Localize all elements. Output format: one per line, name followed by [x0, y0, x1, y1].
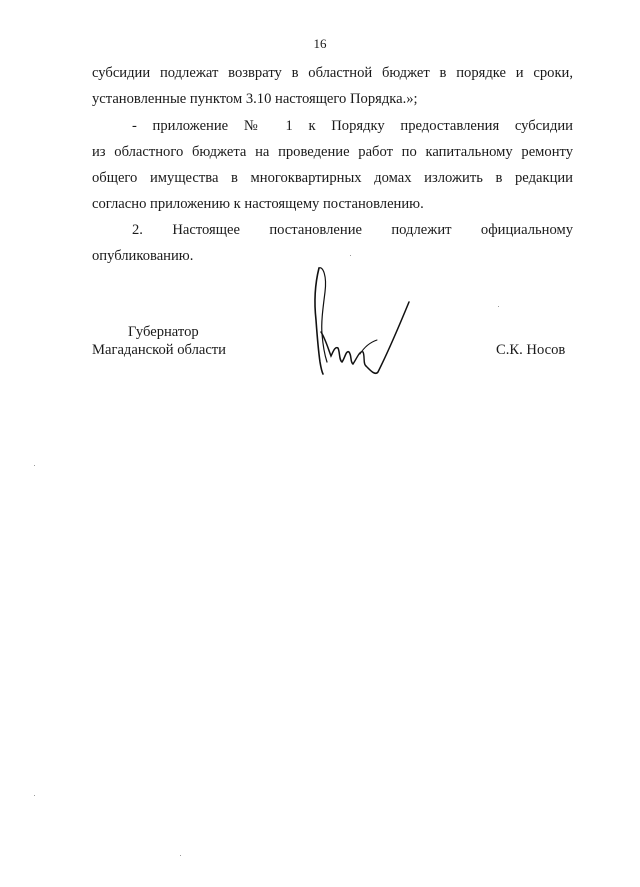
signatory-position: Губернатор	[128, 324, 199, 340]
handwritten-signature	[305, 262, 420, 380]
scan-speck	[34, 465, 35, 466]
text-line: субсидии подлежат возврату в областной бюджет в порядке и сроки,	[92, 65, 573, 81]
text-line: общего имущества в многоквартирных домах изложить в редакции	[92, 170, 573, 186]
signatory-region: Магаданской области	[92, 342, 226, 358]
scan-speck	[498, 306, 499, 307]
text-line: опубликованию.	[92, 248, 194, 264]
scan-speck	[180, 855, 181, 856]
text-line: согласно приложению к настоящему постановлению.	[92, 196, 424, 212]
scan-speck	[34, 795, 35, 796]
text-line: 2. Настоящее постановление подлежит официальному	[132, 222, 573, 238]
signatory-title	[92, 323, 226, 359]
paragraph-1	[92, 60, 573, 112]
signatory-name: С.К. Носов	[496, 342, 566, 358]
page-number: 16	[313, 36, 327, 51]
text-line: из областного бюджета на проведение работ по капитальному ремонту	[92, 144, 573, 160]
text-line: установленные пунктом 3.10 настоящего Порядка.»;	[92, 91, 418, 107]
paragraph-2	[92, 113, 573, 217]
text-line: - приложение № 1 к Порядку предоставления субсидии	[132, 118, 573, 134]
scan-speck	[350, 255, 351, 256]
